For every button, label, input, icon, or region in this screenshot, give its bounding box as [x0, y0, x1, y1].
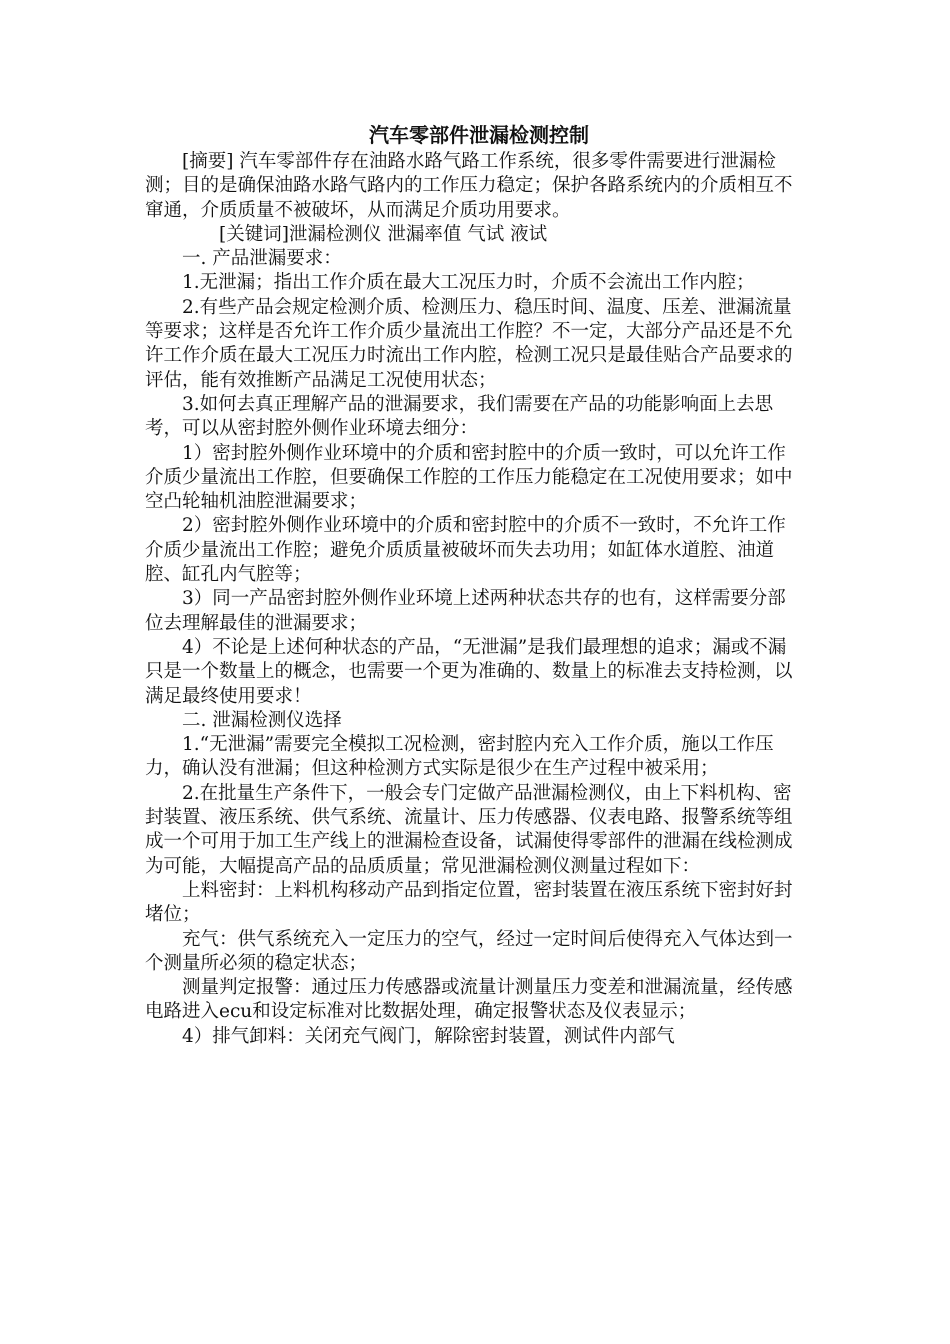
section-heading-2: 二. 泄漏检测仪选择	[182, 709, 342, 731]
body-paragraph: 4）不论是上述何种状态的产品，“无泄漏”是我们最理想的追求；漏或不漏只是一个数量上的概念，也需要一个更为准确的、数量上的标准去支持检测，以满足最终使用要求！	[145, 636, 793, 707]
body-paragraph: 4）排气卸料：关闭充气阀门，解除密封装置，测试件内部气	[182, 1025, 675, 1047]
document-title: 汽车零部件泄漏检测控制	[369, 123, 589, 147]
keywords-paragraph: [关键词]泄漏检测仪 泄漏率值 气试 液试	[219, 223, 548, 245]
body-paragraph: 2.在批量生产条件下，一般会专门定做产品泄漏检测仪，由上下料机构、密封装置、液压系统、供气系统、流量计、压力传感器、仪表电路、报警系统等组成一个可用于加工生产线上的泄漏检查设备，试漏使得零部件的泄漏在线检测成为可能，大幅提高产品的品质质量；常见泄漏检测仪测量过程如下：	[145, 782, 793, 877]
body-paragraph: 测量判定报警：通过压力传感器或流量计测量压力变差和泄漏流量，经传感电路进入ecu和设定标准对比数据处理，确定报警状态及仪表显示；	[145, 977, 793, 1023]
body-paragraph: 1.“无泄漏”需要完全模拟工况检测，密封腔内充入工作介质，施以工作压力，确认没有泄漏；但这种检测方式实际是很少在生产过程中被采用；	[145, 734, 774, 780]
document-body	[145, 120, 795, 1049]
body-paragraph: 1.无泄漏；指出工作介质在最大工况压力时，介质不会流出工作内腔；	[182, 272, 755, 294]
body-paragraph: 3）同一产品密封腔外侧作业环境上述两种状态共存的也有，这样需要分部位去理解最佳的泄漏要求；	[145, 588, 786, 634]
body-paragraph: 3.如何去真正理解产品的泄漏要求，我们需要在产品的功能影响面上去思考，可以从密封腔外侧作业环境去细分：	[145, 393, 774, 440]
body-paragraph: 2）密封腔外侧作业环境中的介质和密封腔中的介质不一致时，不允许工作介质少量流出工作腔；避免介质质量被破坏而失去功用；如缸体水道腔、油道腔、缸孔内气腔等；	[145, 515, 786, 586]
body-paragraph: 2.有些产品会规定检测介质、检测压力、稳压时间、温度、压差、泄漏流量等要求；这样是否允许工作介质少量流出工作腔？不一定，大部分产品还是不允许工作介质在最大工况压力时流出工作内腔，检测工况只是最佳贴合产品要求的评估，能有效推断产品满足工况使用状态；	[145, 296, 793, 391]
section-heading-1: 一. 产品泄漏要求：	[182, 248, 342, 270]
body-paragraph: 上料密封：上料机构移动产品到指定位置，密封装置在液压系统下密封好封堵位；	[145, 879, 793, 926]
body-paragraph: 1）密封腔外侧作业环境中的介质和密封腔中的介质一致时，可以允许工作介质少量流出工作腔，但要确保工作腔的工作压力能稳定在工况使用要求；如中空凸轮轴机油腔泄漏要求；	[145, 442, 793, 513]
body-paragraph: 充气：供气系统充入一定压力的空气，经过一定时间后使得充入气体达到一个测量所必须的稳定状态；	[145, 928, 793, 974]
abstract-paragraph: [摘要] 汽车零部件存在油路水路气路工作系统，很多零件需要进行泄漏检测；目的是确保油路水路气路内的工作压力稳定；保护各路系统内的介质相互不窜通，介质质量不被破坏，从而满足介质功用要求。	[145, 151, 793, 221]
